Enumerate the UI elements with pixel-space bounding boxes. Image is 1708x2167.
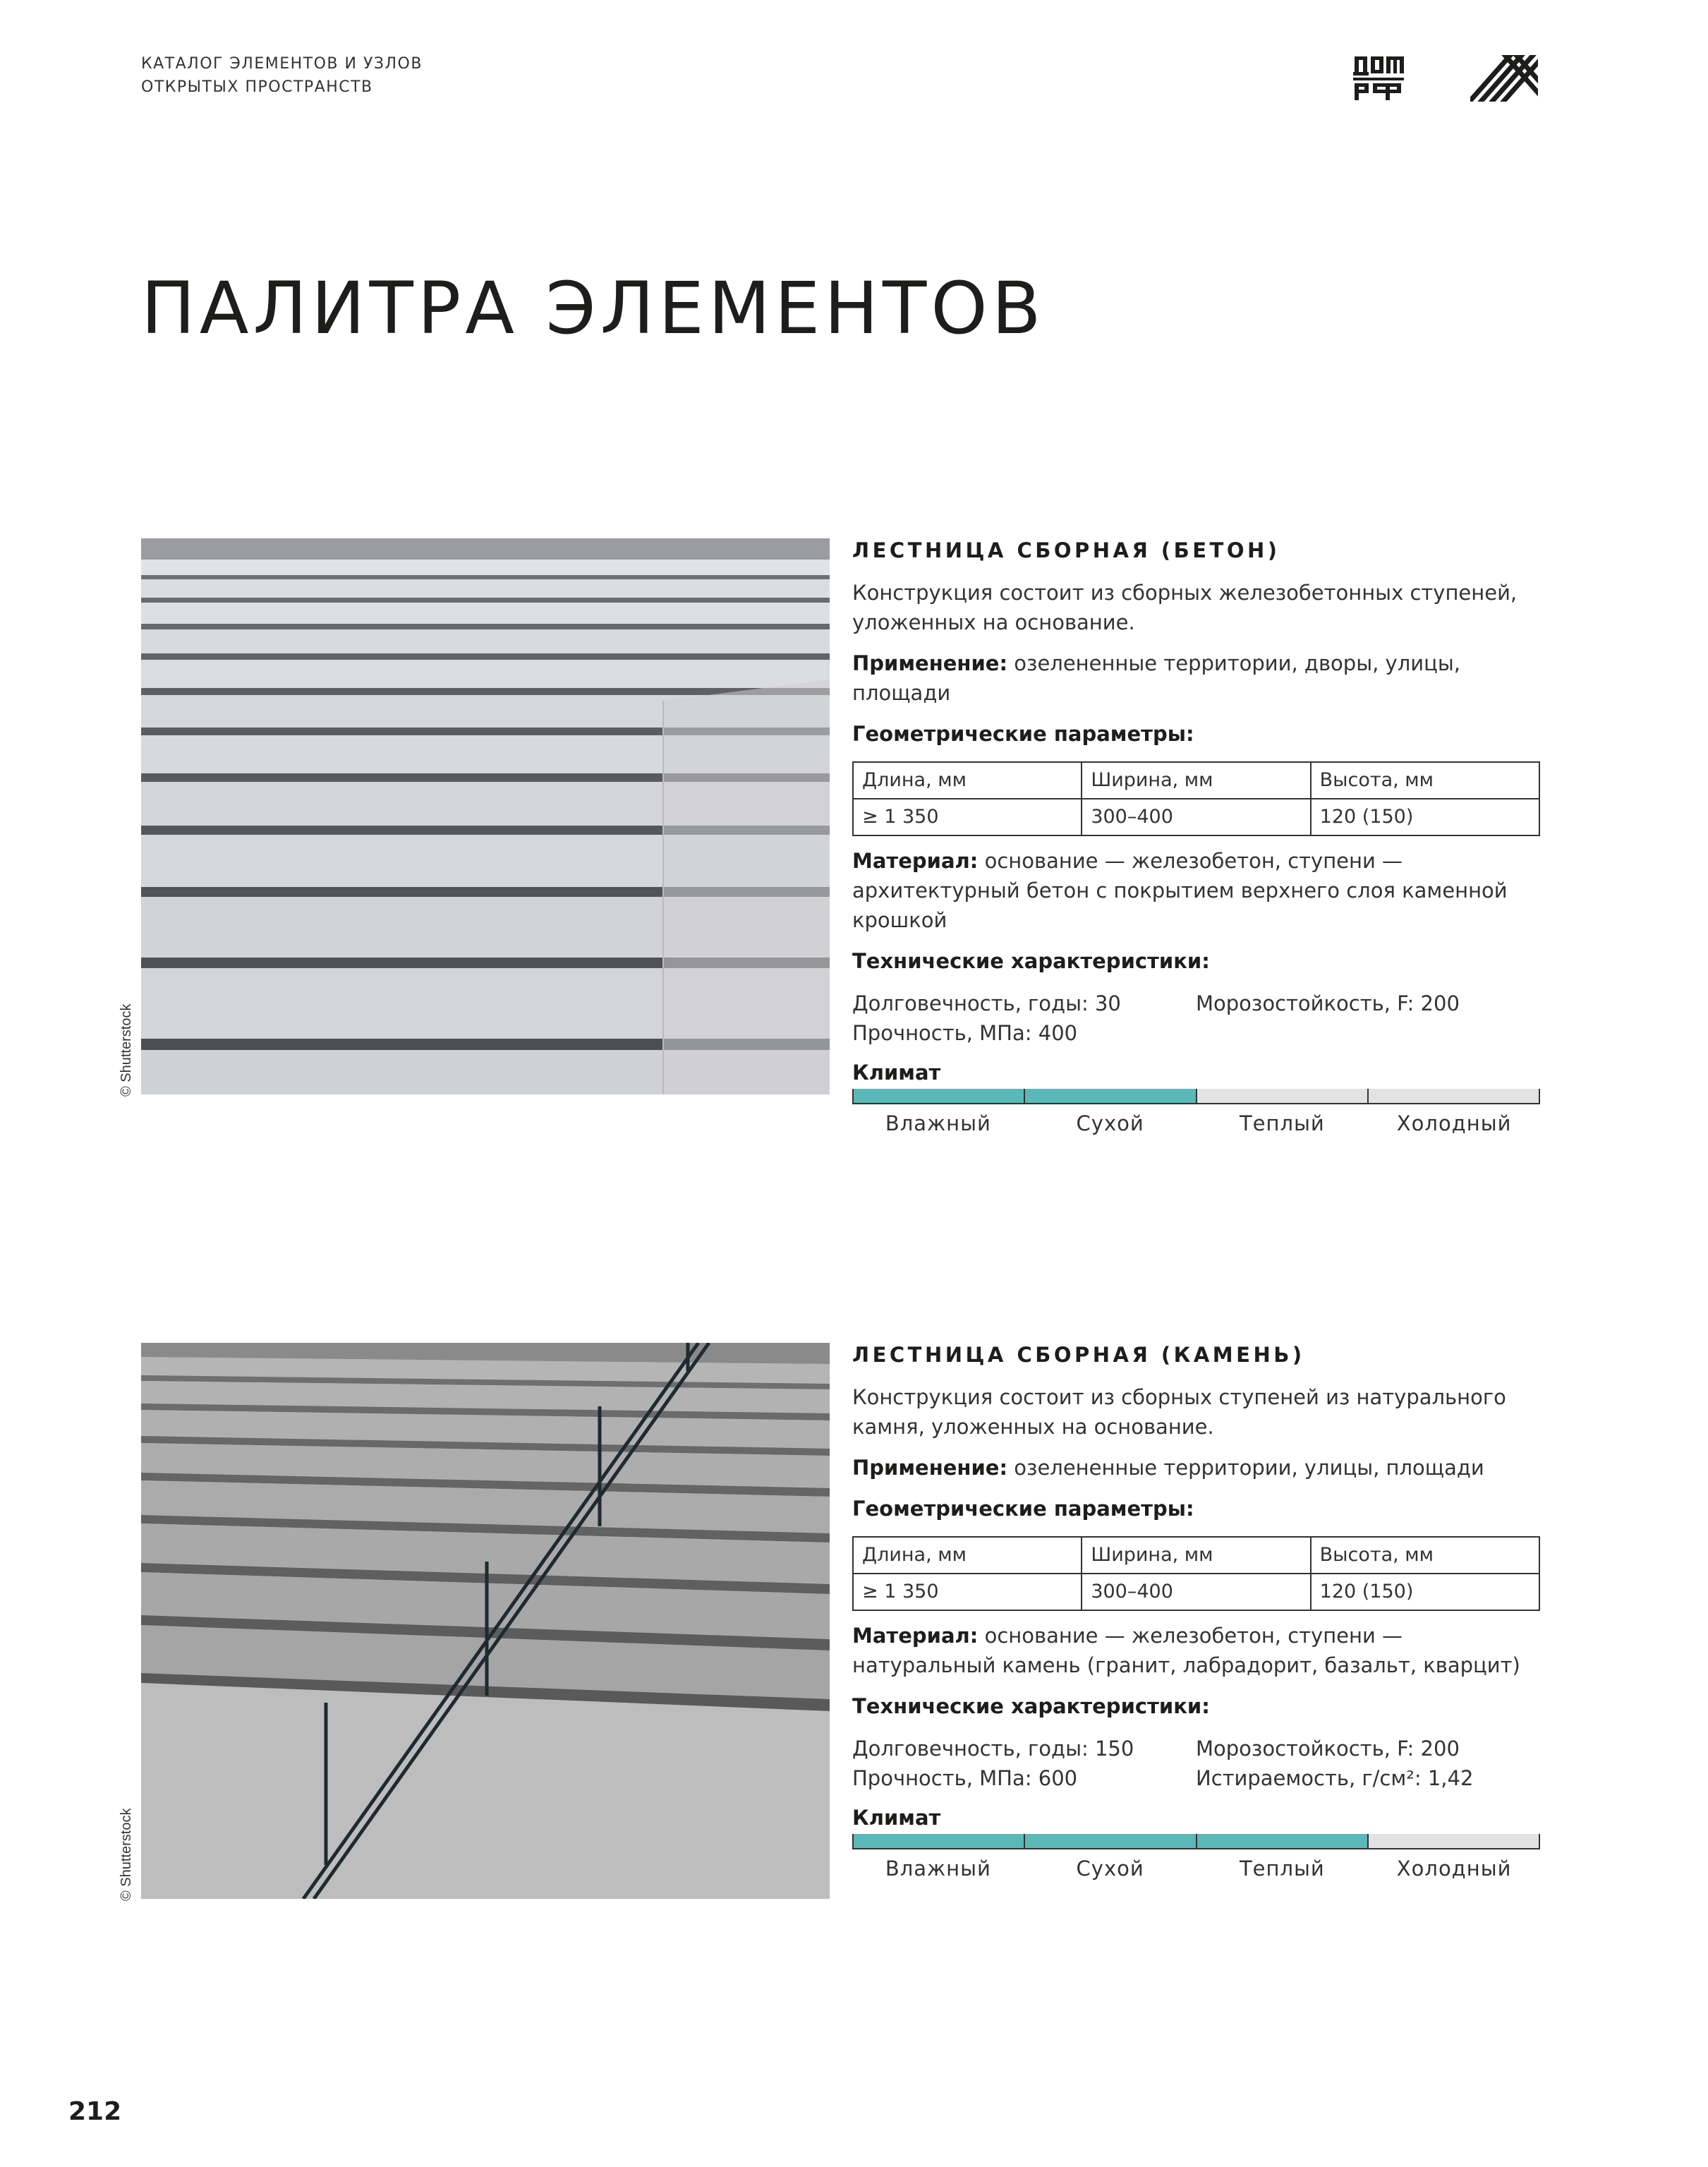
application-text: озелененные территории, улицы, площади xyxy=(1007,1456,1484,1480)
climate-label: Теплый xyxy=(1239,1111,1325,1135)
climate-labels xyxy=(852,1109,1540,1138)
application-label: Применение: xyxy=(852,651,1008,675)
table-cell: 120 (150) xyxy=(1311,1574,1539,1610)
element-material xyxy=(852,846,1544,935)
element-application xyxy=(852,648,1544,708)
table-cell: 120 (150) xyxy=(1311,799,1539,835)
table-header-cell: Ширина, мм xyxy=(1082,762,1310,799)
table-header-cell: Длина, мм xyxy=(853,762,1082,799)
climate-segment-dry xyxy=(1025,1089,1197,1103)
table-cell: ≥ 1 350 xyxy=(853,799,1082,835)
table-header-cell: Ширина, мм xyxy=(1082,1537,1310,1574)
tech-spec xyxy=(1196,1018,1540,1048)
material-label: Материал: xyxy=(852,849,979,873)
table-row xyxy=(853,1574,1539,1610)
element-material xyxy=(852,1621,1544,1680)
climate-segment-cold xyxy=(1369,1089,1539,1103)
geometry-heading: Геометрические параметры: xyxy=(852,1497,1194,1521)
stone-stairs-photo xyxy=(141,1343,830,1899)
table-row xyxy=(853,1537,1539,1574)
diagonal-pattern-logo xyxy=(1470,55,1538,102)
application-label: Применение: xyxy=(852,1456,1008,1480)
tech-spec: Морозостойкость, F: 200 xyxy=(1196,991,1460,1015)
tech-specs xyxy=(852,1734,1544,1793)
table-row xyxy=(853,799,1539,835)
climate-label: Холодный xyxy=(1396,1111,1512,1135)
concrete-stairs-photo xyxy=(141,538,830,1094)
table-header-cell: Высота, мм xyxy=(1311,762,1539,799)
climate-label: Влажный xyxy=(885,1111,991,1135)
climate-bar xyxy=(852,1834,1540,1849)
dom-rf-logo xyxy=(1353,54,1404,102)
climate-scale xyxy=(852,1058,1540,1138)
element-description: Конструкция состоит из сборных ступеней из натурального камня, уложенных на основание. xyxy=(852,1385,1506,1439)
catalog-header xyxy=(141,52,423,99)
climate-labels xyxy=(852,1854,1540,1883)
tech-heading: Технические характеристики: xyxy=(852,1694,1210,1718)
climate-label: Влажный xyxy=(885,1857,991,1881)
table-cell: 300–400 xyxy=(1082,799,1310,835)
table-header-cell: Высота, мм xyxy=(1311,1537,1539,1574)
tech-spec: Истираемость, г/см²: 1,42 xyxy=(1196,1766,1474,1790)
table-row xyxy=(853,762,1539,799)
element-application xyxy=(852,1453,1544,1483)
element-title: ЛЕСТНИЦА СБОРНАЯ (БЕТОН) xyxy=(852,538,1280,562)
climate-segment-dry xyxy=(1025,1834,1197,1848)
tech-spec: Долговечность, годы: 150 xyxy=(852,1737,1134,1761)
climate-bar xyxy=(852,1089,1540,1104)
climate-segment-warm xyxy=(1197,1089,1369,1103)
material-label: Материал: xyxy=(852,1624,979,1648)
page-title: ПАЛИТРА ЭЛЕМЕНТОВ xyxy=(141,267,1046,351)
element-description: Конструкция состоит из сборных железобетонных ступеней, уложенных на основание. xyxy=(852,581,1518,634)
table-cell: ≥ 1 350 xyxy=(853,1574,1082,1610)
header-line-1: КАТАЛОГ ЭЛЕМЕНТОВ И УЗЛОВ xyxy=(141,55,423,73)
table-header-cell: Длина, мм xyxy=(853,1537,1082,1574)
tech-spec: Долговечность, годы: 30 xyxy=(852,991,1121,1015)
climate-segment-warm xyxy=(1197,1834,1369,1848)
geometry-table xyxy=(852,761,1540,836)
climate-label: Теплый xyxy=(1239,1857,1325,1881)
tech-spec: Морозостойкость, F: 200 xyxy=(1196,1737,1460,1761)
table-cell: 300–400 xyxy=(1082,1574,1310,1610)
application-text: озелененные территории, дворы, улицы, площади xyxy=(852,651,1460,705)
tech-heading: Технические характеристики: xyxy=(852,949,1210,973)
climate-label: Сухой xyxy=(1076,1111,1144,1135)
climate-label: Холодный xyxy=(1396,1857,1512,1881)
material-text: основание — железобетон, ступени — архитектурный бетон с покрытием верхнего слоя каменной крошкой xyxy=(852,849,1508,932)
element-card-concrete xyxy=(852,536,1544,1138)
climate-heading: Климат xyxy=(852,1806,941,1830)
element-card-stone xyxy=(852,1340,1544,1883)
photo-credit: © Shutterstock xyxy=(119,1003,134,1097)
photo-credit: © Shutterstock xyxy=(119,1808,134,1901)
climate-segment-humid xyxy=(854,1089,1025,1103)
element-title: ЛЕСТНИЦА СБОРНАЯ (КАМЕНЬ) xyxy=(852,1343,1305,1367)
geometry-table xyxy=(852,1536,1540,1611)
material-text: основание — железобетон, ступени — натуральный камень (гранит, лабрадорит, базальт, кварцит) xyxy=(852,1624,1520,1677)
climate-label: Сухой xyxy=(1076,1857,1144,1881)
page-number: 212 xyxy=(68,2097,122,2126)
tech-specs xyxy=(852,989,1544,1048)
climate-segment-humid xyxy=(854,1834,1025,1848)
climate-segment-cold xyxy=(1369,1834,1539,1848)
tech-spec: Прочность, МПа: 600 xyxy=(852,1766,1078,1790)
header-line-2: ОТКРЫТЫХ ПРОСТРАНСТВ xyxy=(141,78,373,96)
climate-scale xyxy=(852,1803,1540,1883)
geometry-heading: Геометрические параметры: xyxy=(852,722,1194,746)
tech-spec: Прочность, МПа: 400 xyxy=(852,1021,1078,1045)
climate-heading: Климат xyxy=(852,1061,941,1085)
